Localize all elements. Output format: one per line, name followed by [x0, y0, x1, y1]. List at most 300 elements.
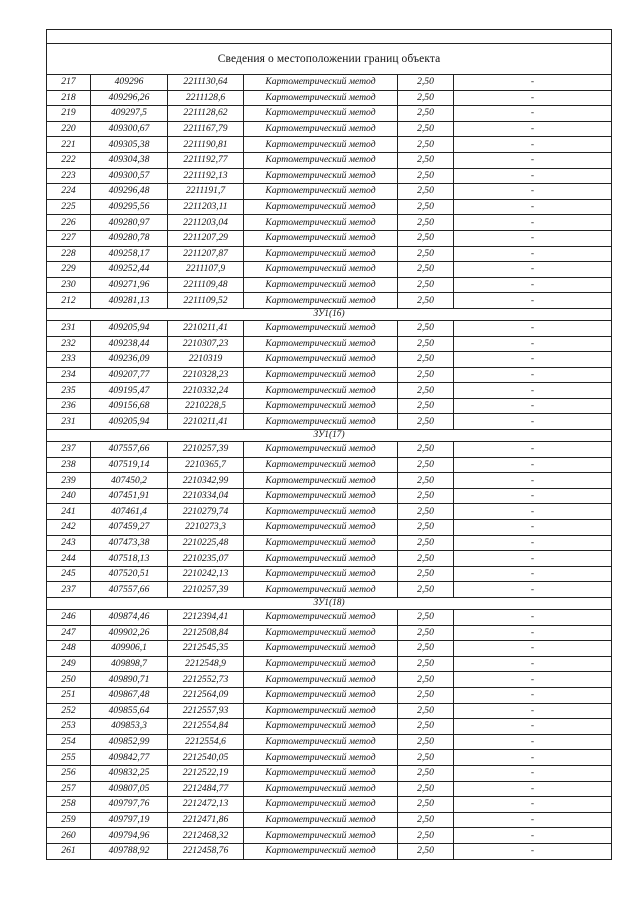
description-cell: - [454, 535, 612, 551]
precision-cell: 2,50 [398, 582, 454, 598]
method-cell: Картометрический метод [244, 797, 398, 813]
description-cell: - [454, 797, 612, 813]
y-coordinate-cell: 2210342,99 [168, 473, 244, 489]
method-cell: Картометрический метод [244, 246, 398, 262]
table-row [47, 610, 612, 626]
x-coordinate-cell: 407557,66 [91, 442, 168, 458]
method-cell: Картометрический метод [244, 719, 398, 735]
precision-cell: 2,50 [398, 687, 454, 703]
x-coordinate-cell: 409281,13 [91, 293, 168, 309]
y-coordinate-cell: 2212554,6 [168, 734, 244, 750]
precision-cell: 2,50 [398, 230, 454, 246]
description-cell: - [454, 672, 612, 688]
point-number-cell: 247 [47, 625, 91, 641]
table-row [47, 383, 612, 399]
point-number-cell: 220 [47, 121, 91, 137]
method-cell: Картометрический метод [244, 734, 398, 750]
section-heading-row [47, 430, 612, 442]
method-cell: Картометрический метод [244, 535, 398, 551]
point-number-cell: 222 [47, 152, 91, 168]
method-cell: Картометрический метод [244, 504, 398, 520]
method-cell: Картометрический метод [244, 137, 398, 153]
precision-cell: 2,50 [398, 703, 454, 719]
y-coordinate-cell: 2211109,48 [168, 277, 244, 293]
description-cell: - [454, 520, 612, 536]
y-coordinate-cell: 2211107,9 [168, 262, 244, 278]
description-cell: - [454, 336, 612, 352]
precision-cell: 2,50 [398, 828, 454, 844]
precision-cell: 2,50 [398, 812, 454, 828]
section-heading-row [47, 308, 612, 320]
precision-cell: 2,50 [398, 551, 454, 567]
method-cell: Картометрический метод [244, 336, 398, 352]
description-cell: - [454, 457, 612, 473]
table-row [47, 656, 612, 672]
y-coordinate-cell: 2210242,13 [168, 566, 244, 582]
description-cell: - [454, 277, 612, 293]
x-coordinate-cell: 409898,7 [91, 656, 168, 672]
x-coordinate-cell: 407461,4 [91, 504, 168, 520]
point-number-cell: 237 [47, 582, 91, 598]
table-row [47, 106, 612, 122]
x-coordinate-cell: 409794,96 [91, 828, 168, 844]
description-cell: - [454, 121, 612, 137]
description-cell: - [454, 719, 612, 735]
table-row [47, 457, 612, 473]
x-coordinate-cell: 409797,76 [91, 797, 168, 813]
x-coordinate-cell: 409280,78 [91, 230, 168, 246]
y-coordinate-cell: 2211207,87 [168, 246, 244, 262]
description-cell: - [454, 610, 612, 626]
description-cell: - [454, 473, 612, 489]
x-coordinate-cell: 409295,56 [91, 199, 168, 215]
point-number-cell: 255 [47, 750, 91, 766]
y-coordinate-cell: 2210307,23 [168, 336, 244, 352]
y-coordinate-cell: 2212468,32 [168, 828, 244, 844]
method-cell: Картометрический метод [244, 75, 398, 91]
point-number-cell: 252 [47, 703, 91, 719]
method-cell: Картометрический метод [244, 184, 398, 200]
section-heading: ЗУ1(18) [47, 598, 612, 610]
table-row [47, 672, 612, 688]
description-cell: - [454, 734, 612, 750]
y-coordinate-cell: 2212522,19 [168, 765, 244, 781]
precision-cell: 2,50 [398, 641, 454, 657]
point-number-cell: 217 [47, 75, 91, 91]
method-cell: Картометрический метод [244, 582, 398, 598]
y-coordinate-cell: 2210328,23 [168, 367, 244, 383]
point-number-cell: 238 [47, 457, 91, 473]
precision-cell: 2,50 [398, 398, 454, 414]
description-cell: - [454, 293, 612, 309]
precision-cell: 2,50 [398, 383, 454, 399]
precision-cell: 2,50 [398, 457, 454, 473]
method-cell: Картометрический метод [244, 488, 398, 504]
point-number-cell: 231 [47, 320, 91, 336]
method-cell: Картометрический метод [244, 656, 398, 672]
point-number-cell: 248 [47, 641, 91, 657]
method-cell: Картометрический метод [244, 293, 398, 309]
y-coordinate-cell: 2210332,24 [168, 383, 244, 399]
table-row [47, 90, 612, 106]
point-number-cell: 249 [47, 656, 91, 672]
precision-cell: 2,50 [398, 672, 454, 688]
y-coordinate-cell: 2212545,35 [168, 641, 244, 657]
y-coordinate-cell: 2211203,04 [168, 215, 244, 231]
y-coordinate-cell: 2212472,13 [168, 797, 244, 813]
method-cell: Картометрический метод [244, 352, 398, 368]
description-cell: - [454, 152, 612, 168]
x-coordinate-cell: 409271,96 [91, 277, 168, 293]
method-cell: Картометрический метод [244, 566, 398, 582]
description-cell: - [454, 582, 612, 598]
table-row [47, 277, 612, 293]
table-row [47, 520, 612, 536]
y-coordinate-cell: 2212484,77 [168, 781, 244, 797]
description-cell: - [454, 504, 612, 520]
precision-cell: 2,50 [398, 352, 454, 368]
description-cell: - [454, 262, 612, 278]
y-coordinate-cell: 2212508,84 [168, 625, 244, 641]
table-row [47, 137, 612, 153]
x-coordinate-cell: 409890,71 [91, 672, 168, 688]
description-cell: - [454, 184, 612, 200]
precision-cell: 2,50 [398, 656, 454, 672]
precision-cell: 2,50 [398, 262, 454, 278]
precision-cell: 2,50 [398, 293, 454, 309]
table-row [47, 367, 612, 383]
point-number-cell: 226 [47, 215, 91, 231]
y-coordinate-cell: 2210235,07 [168, 551, 244, 567]
description-cell: - [454, 781, 612, 797]
point-number-cell: 240 [47, 488, 91, 504]
x-coordinate-cell: 409902,26 [91, 625, 168, 641]
y-coordinate-cell: 2211203,11 [168, 199, 244, 215]
y-coordinate-cell: 2212554,84 [168, 719, 244, 735]
precision-cell: 2,50 [398, 152, 454, 168]
table-row [47, 703, 612, 719]
precision-cell: 2,50 [398, 246, 454, 262]
x-coordinate-cell: 409238,44 [91, 336, 168, 352]
point-number-cell: 242 [47, 520, 91, 536]
x-coordinate-cell: 409304,38 [91, 152, 168, 168]
table-row [47, 352, 612, 368]
y-coordinate-cell: 2212564,09 [168, 687, 244, 703]
y-coordinate-cell: 2212540,05 [168, 750, 244, 766]
y-coordinate-cell: 2210279,74 [168, 504, 244, 520]
point-number-cell: 243 [47, 535, 91, 551]
y-coordinate-cell: 2212548,9 [168, 656, 244, 672]
y-coordinate-cell: 2211130,64 [168, 75, 244, 91]
table-row [47, 152, 612, 168]
y-coordinate-cell: 2211128,62 [168, 106, 244, 122]
method-cell: Картометрический метод [244, 551, 398, 567]
y-coordinate-cell: 2211192,13 [168, 168, 244, 184]
table-row [47, 473, 612, 489]
description-cell: - [454, 551, 612, 567]
point-number-cell: 261 [47, 843, 91, 859]
description-cell: - [454, 566, 612, 582]
method-cell: Картометрический метод [244, 781, 398, 797]
precision-cell: 2,50 [398, 336, 454, 352]
y-coordinate-cell: 2210334,04 [168, 488, 244, 504]
method-cell: Картометрический метод [244, 765, 398, 781]
y-coordinate-cell: 2210211,41 [168, 414, 244, 430]
point-number-cell: 256 [47, 765, 91, 781]
point-number-cell: 260 [47, 828, 91, 844]
table-row [47, 230, 612, 246]
table-row [47, 765, 612, 781]
y-coordinate-cell: 2212471,86 [168, 812, 244, 828]
table-row [47, 750, 612, 766]
method-cell: Картометрический метод [244, 520, 398, 536]
precision-cell: 2,50 [398, 625, 454, 641]
x-coordinate-cell: 407519,14 [91, 457, 168, 473]
method-cell: Картометрический метод [244, 828, 398, 844]
precision-cell: 2,50 [398, 610, 454, 626]
x-coordinate-cell: 409296,48 [91, 184, 168, 200]
point-number-cell: 239 [47, 473, 91, 489]
method-cell: Картометрический метод [244, 152, 398, 168]
precision-cell: 2,50 [398, 215, 454, 231]
description-cell: - [454, 843, 612, 859]
y-coordinate-cell: 2211192,77 [168, 152, 244, 168]
method-cell: Картометрический метод [244, 199, 398, 215]
x-coordinate-cell: 409832,25 [91, 765, 168, 781]
point-number-cell: 246 [47, 610, 91, 626]
table-title-row [47, 44, 612, 75]
precision-cell: 2,50 [398, 734, 454, 750]
y-coordinate-cell: 2210319 [168, 352, 244, 368]
precision-cell: 2,50 [398, 320, 454, 336]
table-row [47, 184, 612, 200]
point-number-cell: 250 [47, 672, 91, 688]
point-number-cell: 241 [47, 504, 91, 520]
method-cell: Картометрический метод [244, 672, 398, 688]
description-cell: - [454, 442, 612, 458]
table-row [47, 641, 612, 657]
y-coordinate-cell: 2212557,93 [168, 703, 244, 719]
method-cell: Картометрический метод [244, 320, 398, 336]
description-cell: - [454, 703, 612, 719]
precision-cell: 2,50 [398, 843, 454, 859]
precision-cell: 2,50 [398, 75, 454, 91]
point-number-cell: 224 [47, 184, 91, 200]
description-cell: - [454, 352, 612, 368]
table-body [47, 30, 612, 860]
table-row [47, 336, 612, 352]
description-cell: - [454, 625, 612, 641]
table-row [47, 215, 612, 231]
x-coordinate-cell: 407518,13 [91, 551, 168, 567]
point-number-cell: 245 [47, 566, 91, 582]
x-coordinate-cell: 409258,17 [91, 246, 168, 262]
point-number-cell: 232 [47, 336, 91, 352]
x-coordinate-cell: 409207,77 [91, 367, 168, 383]
method-cell: Картометрический метод [244, 625, 398, 641]
x-coordinate-cell: 409297,5 [91, 106, 168, 122]
table-row [47, 168, 612, 184]
point-number-cell: 225 [47, 199, 91, 215]
description-cell: - [454, 137, 612, 153]
point-number-cell: 218 [47, 90, 91, 106]
description-cell: - [454, 641, 612, 657]
table-row [47, 414, 612, 430]
table-row [47, 797, 612, 813]
point-number-cell: 233 [47, 352, 91, 368]
point-number-cell: 257 [47, 781, 91, 797]
x-coordinate-cell: 409300,67 [91, 121, 168, 137]
description-cell: - [454, 199, 612, 215]
x-coordinate-cell: 407557,66 [91, 582, 168, 598]
method-cell: Картометрический метод [244, 262, 398, 278]
point-number-cell: 251 [47, 687, 91, 703]
x-coordinate-cell: 407451,91 [91, 488, 168, 504]
x-coordinate-cell: 409205,94 [91, 414, 168, 430]
description-cell: - [454, 656, 612, 672]
method-cell: Картометрический метод [244, 750, 398, 766]
precision-cell: 2,50 [398, 535, 454, 551]
x-coordinate-cell: 409236,09 [91, 352, 168, 368]
method-cell: Картометрический метод [244, 121, 398, 137]
x-coordinate-cell: 409296 [91, 75, 168, 91]
method-cell: Картометрический метод [244, 473, 398, 489]
method-cell: Картометрический метод [244, 215, 398, 231]
precision-cell: 2,50 [398, 106, 454, 122]
description-cell: - [454, 687, 612, 703]
method-cell: Картометрический метод [244, 687, 398, 703]
y-coordinate-cell: 2212394,41 [168, 610, 244, 626]
y-coordinate-cell: 2212552,73 [168, 672, 244, 688]
x-coordinate-cell: 409280,97 [91, 215, 168, 231]
point-number-cell: 221 [47, 137, 91, 153]
table-row [47, 625, 612, 641]
y-coordinate-cell: 2211191,7 [168, 184, 244, 200]
table-row [47, 687, 612, 703]
point-number-cell: 212 [47, 293, 91, 309]
x-coordinate-cell: 409874,46 [91, 610, 168, 626]
point-number-cell: 230 [47, 277, 91, 293]
description-cell: - [454, 246, 612, 262]
precision-cell: 2,50 [398, 488, 454, 504]
precision-cell: 2,50 [398, 367, 454, 383]
description-cell: - [454, 106, 612, 122]
point-number-cell: 244 [47, 551, 91, 567]
point-number-cell: 253 [47, 719, 91, 735]
table-row [47, 504, 612, 520]
point-number-cell: 259 [47, 812, 91, 828]
table-row [47, 488, 612, 504]
description-cell: - [454, 414, 612, 430]
description-cell: - [454, 230, 612, 246]
section-heading-row [47, 598, 612, 610]
precision-cell: 2,50 [398, 184, 454, 200]
method-cell: Картометрический метод [244, 230, 398, 246]
precision-cell: 2,50 [398, 797, 454, 813]
table-row [47, 121, 612, 137]
description-cell: - [454, 488, 612, 504]
description-cell: - [454, 828, 612, 844]
method-cell: Картометрический метод [244, 414, 398, 430]
table-row [47, 734, 612, 750]
point-number-cell: 229 [47, 262, 91, 278]
description-cell: - [454, 75, 612, 91]
method-cell: Картометрический метод [244, 367, 398, 383]
description-cell: - [454, 168, 612, 184]
precision-cell: 2,50 [398, 520, 454, 536]
method-cell: Картометрический метод [244, 610, 398, 626]
description-cell: - [454, 320, 612, 336]
description-cell: - [454, 812, 612, 828]
x-coordinate-cell: 409852,99 [91, 734, 168, 750]
description-cell: - [454, 215, 612, 231]
x-coordinate-cell: 409156,68 [91, 398, 168, 414]
point-number-cell: 228 [47, 246, 91, 262]
point-number-cell: 254 [47, 734, 91, 750]
table-row [47, 719, 612, 735]
y-coordinate-cell: 2211128,6 [168, 90, 244, 106]
x-coordinate-cell: 409788,92 [91, 843, 168, 859]
y-coordinate-cell: 2211167,79 [168, 121, 244, 137]
x-coordinate-cell: 409855,64 [91, 703, 168, 719]
x-coordinate-cell: 409906,1 [91, 641, 168, 657]
table-row [47, 75, 612, 91]
precision-cell: 2,50 [398, 442, 454, 458]
x-coordinate-cell: 409305,38 [91, 137, 168, 153]
precision-cell: 2,50 [398, 199, 454, 215]
table-row [47, 293, 612, 309]
precision-cell: 2,50 [398, 121, 454, 137]
description-cell: - [454, 90, 612, 106]
x-coordinate-cell: 409205,94 [91, 320, 168, 336]
y-coordinate-cell: 2210257,39 [168, 582, 244, 598]
point-number-cell: 223 [47, 168, 91, 184]
precision-cell: 2,50 [398, 90, 454, 106]
y-coordinate-cell: 2210273,3 [168, 520, 244, 536]
point-number-cell: 219 [47, 106, 91, 122]
precision-cell: 2,50 [398, 566, 454, 582]
table-row [47, 812, 612, 828]
table-row [47, 398, 612, 414]
table-row [47, 781, 612, 797]
y-coordinate-cell: 2211190,81 [168, 137, 244, 153]
table-row [47, 551, 612, 567]
x-coordinate-cell: 409853,3 [91, 719, 168, 735]
x-coordinate-cell: 407450,2 [91, 473, 168, 489]
x-coordinate-cell: 409807,05 [91, 781, 168, 797]
precision-cell: 2,50 [398, 414, 454, 430]
y-coordinate-cell: 2210365,7 [168, 457, 244, 473]
precision-cell: 2,50 [398, 137, 454, 153]
precision-cell: 2,50 [398, 473, 454, 489]
precision-cell: 2,50 [398, 504, 454, 520]
table-row [47, 246, 612, 262]
table-row [47, 320, 612, 336]
description-cell: - [454, 765, 612, 781]
x-coordinate-cell: 409300,57 [91, 168, 168, 184]
method-cell: Картометрический метод [244, 383, 398, 399]
table-row [47, 843, 612, 859]
point-number-cell: 236 [47, 398, 91, 414]
x-coordinate-cell: 407459,27 [91, 520, 168, 536]
description-cell: - [454, 750, 612, 766]
method-cell: Картометрический метод [244, 457, 398, 473]
method-cell: Картометрический метод [244, 703, 398, 719]
point-number-cell: 234 [47, 367, 91, 383]
method-cell: Картометрический метод [244, 90, 398, 106]
x-coordinate-cell: 409252,44 [91, 262, 168, 278]
x-coordinate-cell: 407473,38 [91, 535, 168, 551]
